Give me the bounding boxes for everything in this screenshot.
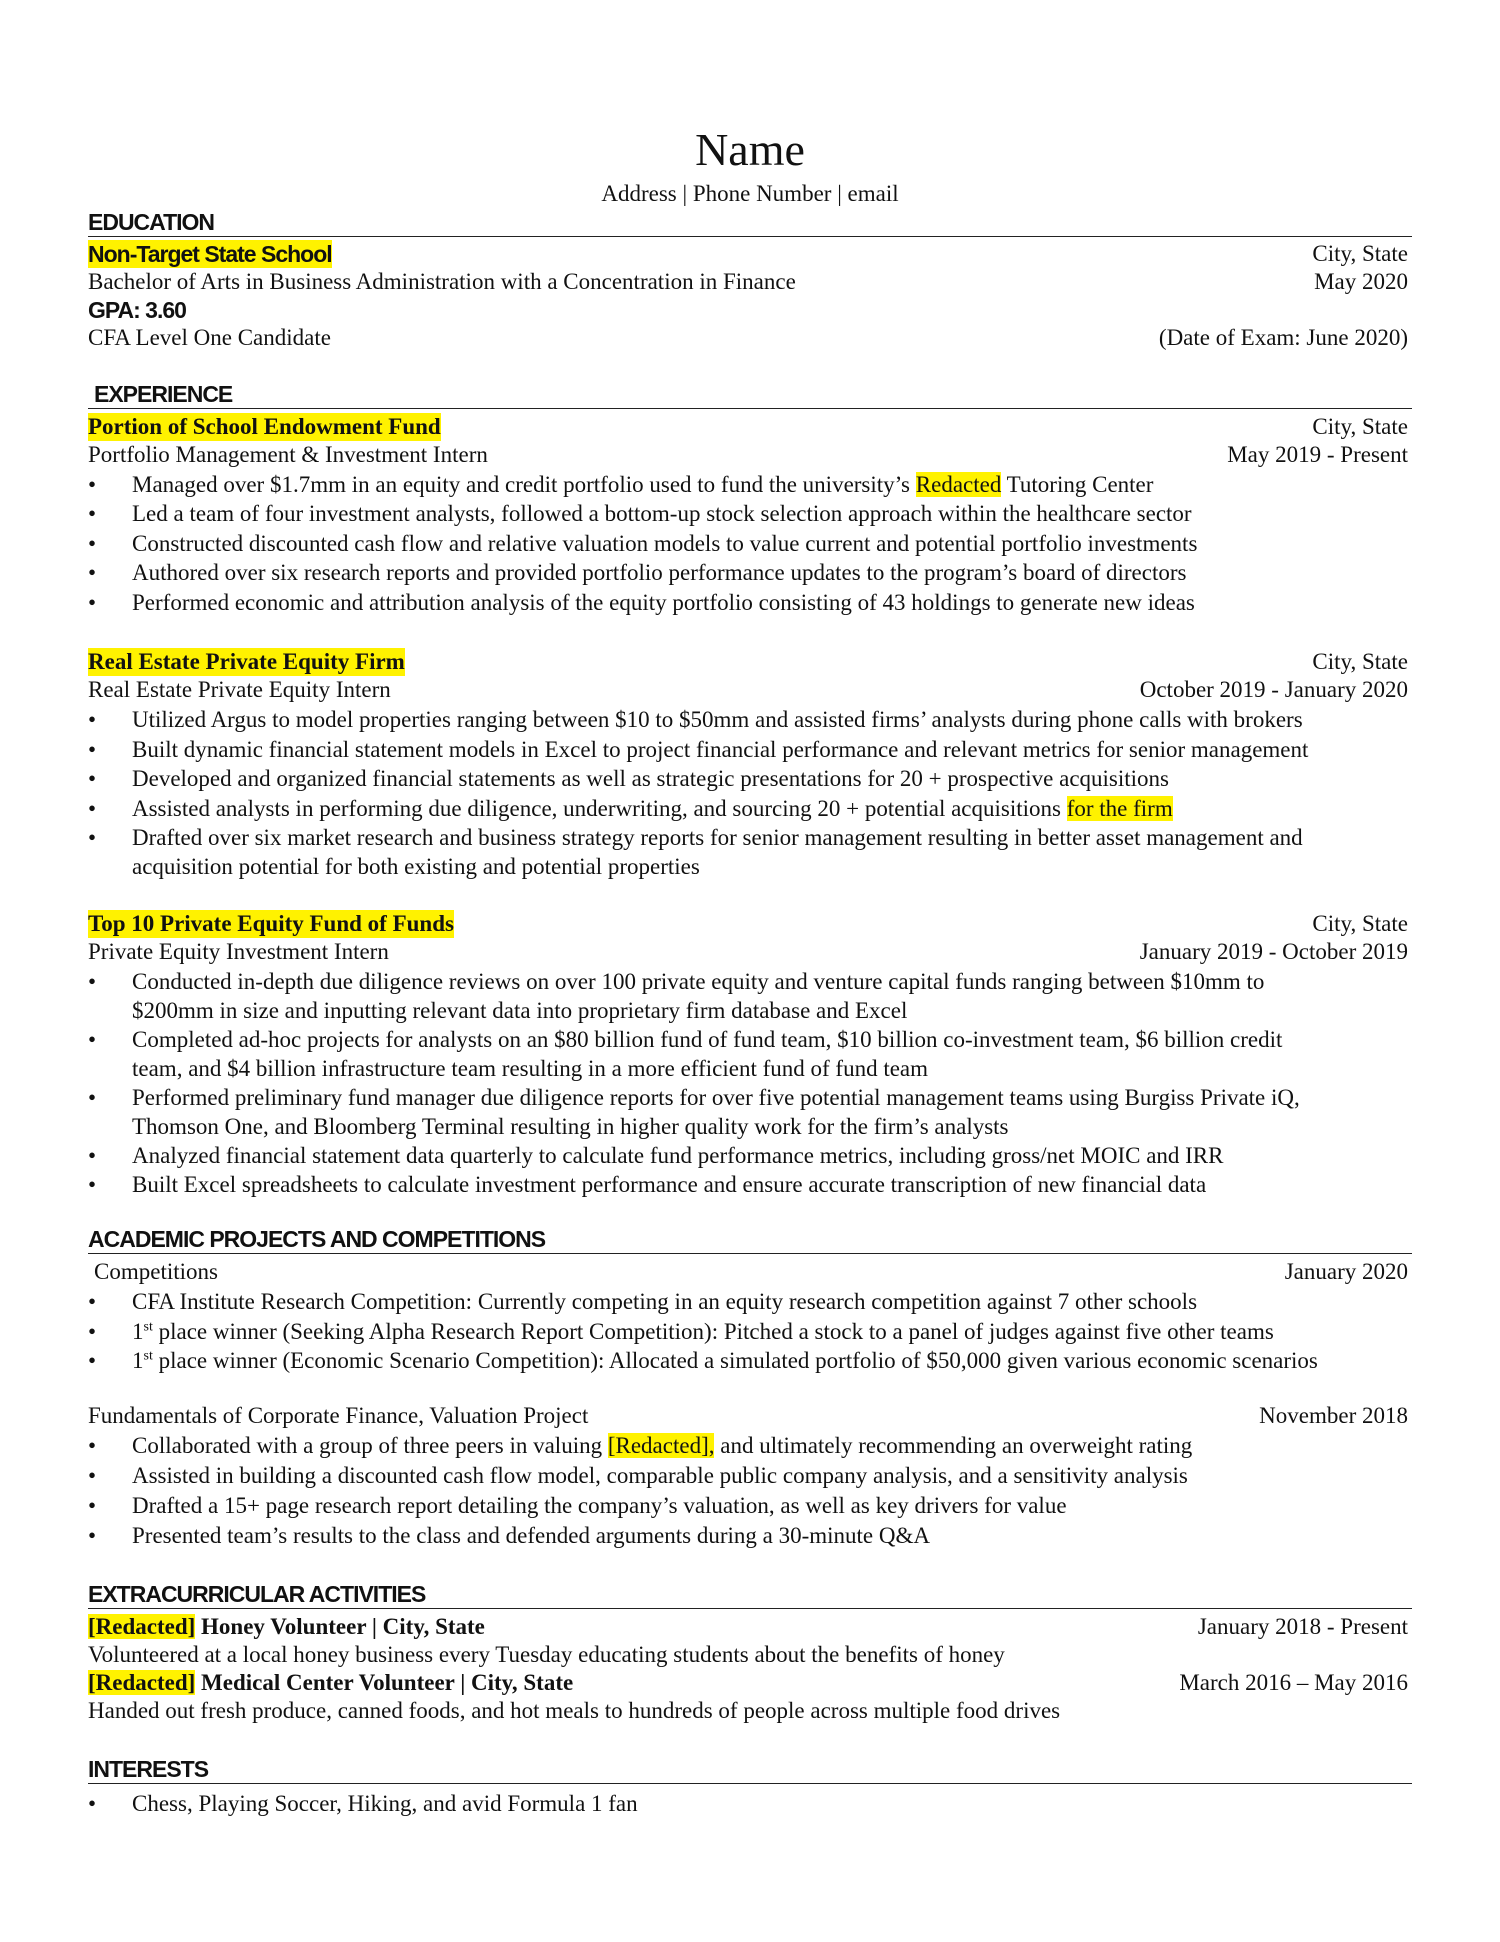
job-3-role-row <box>88 938 1408 966</box>
redacted-tag: [Redacted] <box>88 1670 196 1695</box>
degree: Bachelor of Arts in Business Administration with a Concentration in Finance <box>88 269 796 294</box>
project-row <box>88 1402 1408 1430</box>
education-degree-row <box>88 268 1408 296</box>
cfa-exam-date: (Date of Exam: June 2020) <box>1158 325 1408 350</box>
job-2-date: October 2019 - January 2020 <box>1139 677 1408 702</box>
school-name: Non-Target State School <box>88 241 332 267</box>
job-3-date: January 2019 - October 2019 <box>1139 939 1408 964</box>
job-3-org: Top 10 Private Equity Fund of Funds <box>88 911 454 936</box>
extracurricular-2-org: Medical Center Volunteer | City, State <box>195 1670 574 1695</box>
bullet-dot: • <box>88 472 97 497</box>
candidate-name: Name <box>695 124 805 175</box>
redacted-tag: [Redacted] <box>88 1614 196 1639</box>
competitions-date: January 2020 <box>1284 1259 1408 1284</box>
education-school-row <box>88 240 1408 268</box>
highlight-for-the-firm: for the firm <box>1066 796 1173 821</box>
cfa-row <box>88 324 1408 352</box>
section-extracurricular-heading: EXTRACURRICULAR ACTIVITIES <box>88 1580 1412 1609</box>
resume-page: Name Address | Phone Number | email EDUCATION Non-Target State School City, State Bachelor of Arts in Business Administration with a Concentration in Finance May 2020 GPA: 3.60 CFA Level One Candidate (Date of Exam: June 2020) EXPERIENCE Portion of School Endowment Fund City, State Portfolio Management & Investment Intern May 2019 - Present • Managed over $1.7mm in an equity and credit portfolio used to fund the university’s Redacted Tutoring Center • Led a team of four investment analysts, followed a bottom-up stock selection approach within the healthcare sector • Constructed discounted cash flow and relative valuation models to value current and potential portfolio investments • Authored over six research reports and provided portfolio performance updates to the program’s board of directors • Performed economic and attribution analysis of the equity portfolio consisting of 43 holdings to generate new ideas Real Estate Private Equity Firm City, State Real Estate Private Equity Intern October 2019 - January 2020 • Utilized Argus to model properties ranging between $10 to $50mm and assisted firms’ analysts during phone calls with brokers • Built dynamic financial statement models in Excel to project financial performance and relevant metrics for senior management • Developed and organized financial statements as well as strategic presentations for 20 + prospective acquisitions • Assisted analysts in performing due diligence, underwriting, and sourcing 20 + potential acquisitions for the firm • Drafted over six market research and business strategy reports for senior management resulting in better asset management and acquisition potential for both existing and potential properties Top 10 Private Equity Fund of Funds City, State Private Equity Investment Intern January 2019 - October 2019 • Conducted in-depth due diligence reviews on over 100 private equity and venture capital funds ranging between $10mm to $200mm in size and inputting relevant data into proprietary firm database and Excel • Completed ad-hoc projects for analysts on an $80 billion fund of fund team, $10 billion co-investment team, $6 billion credit team, and $4 billion infrastructure team resulting in a more efficient fund of fund team • Performed preliminary fund manager due diligence reports for over five potential management teams using Burgiss Private iQ, Thomson One, and Bloomberg Terminal resulting in higher quality work for the firm’s analysts • Analyzed financial statement data quarterly to calculate fund performance metrics, including gross/net MOIC and IRR • Built Excel spreadsheets to calculate investment performance and ensure accurate transcription of new financial data ACADEMIC PROJECTS AND COMPETITIONS Competitions January 2020 • CFA Institute Research Competition: Currently competing in an equity research competition against 7 other schools • 1st place winner (Seeking Alpha Research Report Competition): Pitched a stock to a panel of judges against five other teams • 1st place winner (Economic Scenario Competition): Allocated a simulated portfolio of $50,000 given various economic scenarios Fundamentals of Corporate Finance, Valuation Project November 2018 • Collaborated with a group of three peers in valuing [Redacted], and ultimately recommending an overweight rating • Assisted in building a discounted cash flow model, comparable public company analysis, and a sensitivity analysis • Drafted a 15+ page research report detailing the company’s valuation, as well as key drivers for value • Presented team’s results to the class and defended arguments during a 30-minute Q&A EXTRACURRICULAR ACTIVITIES [Redacted] Honey Volunteer | City, State January 2018 - Present Volunteered at a local honey business every Tuesday educating students about the benefits of honey [Redacted] Medical Center Volunteer | City, State March 2016 – May 2016 Handed out fresh produce, canned foods, and hot meals to hundreds of people across multiple food drives INTERESTS • Chess, Playing Soccer, Hiking, and avid Formula 1 fan <box>0 0 1500 1942</box>
section-academic-heading: ACADEMIC PROJECTS AND COMPETITIONS <box>88 1225 1412 1254</box>
redacted-highlight: [Redacted], <box>607 1433 715 1458</box>
job-2-org: Real Estate Private Equity Firm <box>88 649 405 674</box>
gpa: GPA: 3.60 <box>88 297 186 323</box>
redacted-highlight: Redacted <box>915 472 1002 497</box>
project-date: November 2018 <box>1259 1403 1408 1428</box>
graduation-date: May 2020 <box>1314 269 1408 294</box>
competitions-row <box>94 1258 1408 1286</box>
job-2-role: Real Estate Private Equity Intern <box>88 677 391 702</box>
job-1-location: City, State <box>1312 414 1408 439</box>
section-education-heading: EDUCATION <box>88 208 1412 237</box>
extracurricular-1-desc: Volunteered at a local honey business every Tuesday educating students about the benefits of honey <box>88 1642 1005 1667</box>
section-experience-heading: EXPERIENCE <box>88 380 1412 409</box>
job-2-role-row <box>88 676 1408 704</box>
extracurricular-1-date: January 2018 - Present <box>1197 1614 1408 1639</box>
job-2-location: City, State <box>1312 649 1408 674</box>
extracurricular-2-desc: Handed out fresh produce, canned foods, and hot meals to hundreds of people across multiple food drives <box>88 1698 1061 1723</box>
cfa-status: CFA Level One Candidate <box>88 325 331 350</box>
school-location: City, State <box>1312 241 1408 266</box>
project-label: Fundamentals of Corporate Finance, Valuation Project <box>88 1403 589 1428</box>
job-1-org-row <box>88 413 1408 441</box>
job-1-date: May 2019 - Present <box>1227 442 1408 467</box>
extracurricular-1-row <box>88 1613 1408 1641</box>
competitions-label: Competitions <box>94 1259 218 1284</box>
extracurricular-2-row <box>88 1669 1408 1697</box>
job-3-org-row <box>88 910 1408 938</box>
job-3-role: Private Equity Investment Intern <box>88 939 389 964</box>
extracurricular-1-org: Honey Volunteer | City, State <box>195 1614 485 1639</box>
job-3-location: City, State <box>1312 911 1408 936</box>
contact-line: Address | Phone Number | email <box>601 181 899 206</box>
job-1-role: Portfolio Management & Investment Intern <box>88 442 488 467</box>
section-interests-heading: INTERESTS <box>88 1755 1412 1784</box>
extracurricular-2-date: March 2016 – May 2016 <box>1179 1670 1408 1695</box>
job-1-role-row <box>88 441 1408 469</box>
job-2-org-row <box>88 648 1408 676</box>
job-1-org: Portion of School Endowment Fund <box>88 414 441 439</box>
